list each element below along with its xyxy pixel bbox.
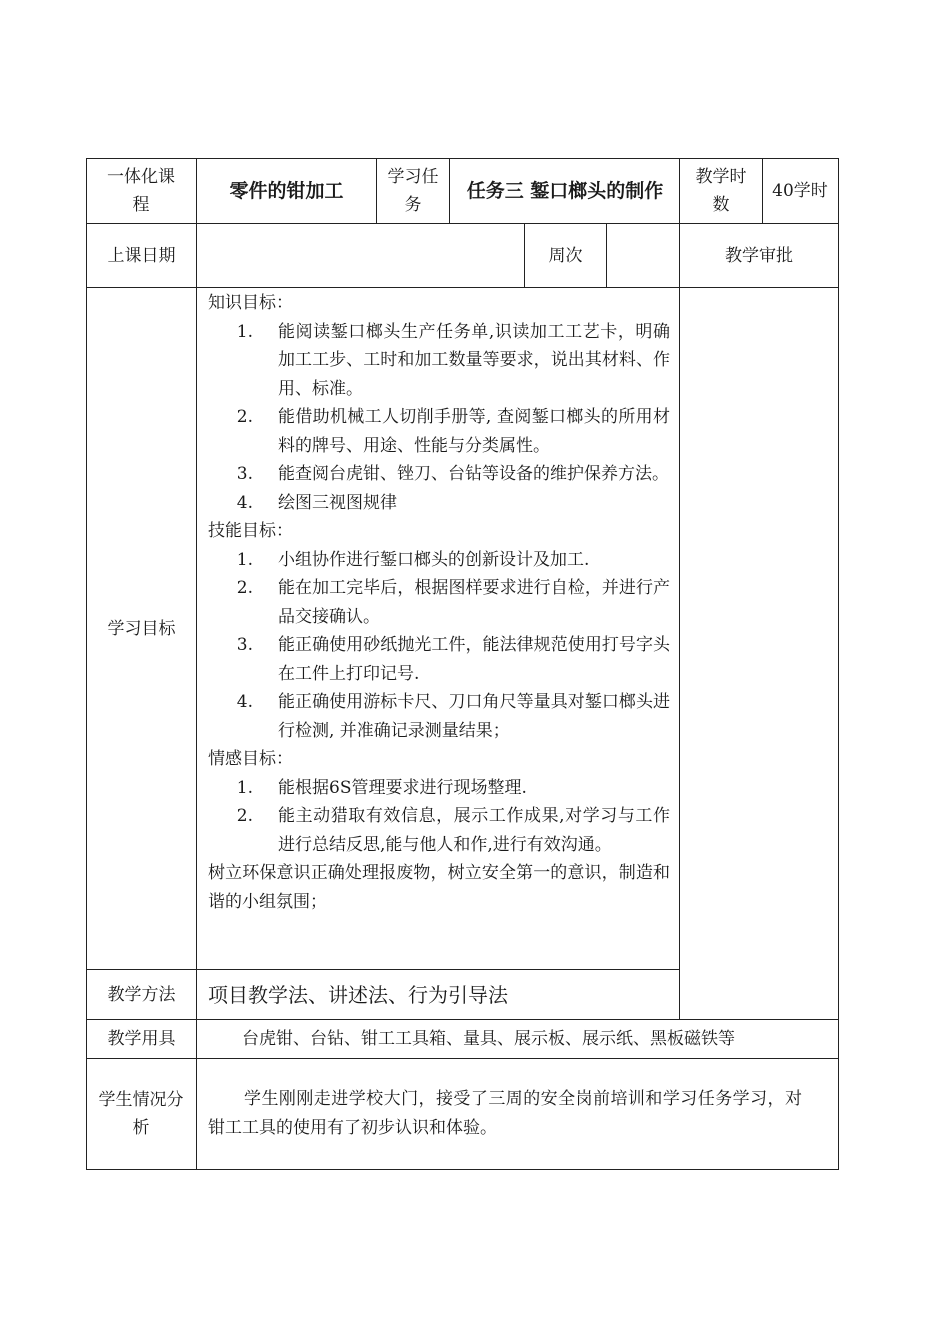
objectives-label: 学习目标: [107, 618, 176, 639]
knowledge-title: 知识目标：: [208, 293, 293, 313]
tools-value: 台虎钳、台钻、钳工工具箱、量具、展示板、展示纸、黑板磁铁等: [242, 1029, 735, 1049]
skill-title: 技能目标：: [208, 521, 293, 541]
emotion-title: 情感目标：: [208, 749, 293, 769]
course-name: 零件的钳加工: [229, 179, 344, 202]
week-label: 周次: [548, 245, 583, 266]
list-item: 2. 能在加工完毕后，根据图样要求进行自检，并进行产品交接确认。: [236, 578, 670, 627]
list-item: 1. 小组协作进行錾口榔头的创新设计及加工.: [236, 549, 590, 570]
course-label: 一体化课程: [107, 167, 175, 215]
list-item: 3. 能正确使用砂纸抛光工件，能法律规范使用打号字头在工件上打印记号.: [236, 635, 670, 684]
task-name: 任务三 錾口榔头的制作: [466, 179, 664, 202]
method-value: 项目教学法、讲述法、行为引导法: [208, 982, 508, 1007]
method-label: 教学方法: [107, 984, 176, 1005]
students-value: 学生刚刚走进学校大门，接受了三周的安全岗前培训和学习任务学习，对钳工工具的使用有了初步认识和体验。: [208, 1089, 802, 1138]
task-label: 学习任务: [387, 167, 439, 215]
list-item: 1. 能阅读錾口榔头生产任务单,识读加工工艺卡，明确加工工步、工时和加工数量等要求，说出其材料、作用、标准。: [236, 321, 670, 399]
students-label: 学生情况分析: [98, 1090, 184, 1138]
list-item: 4. 能正确使用游标卡尺、刀口角尺等量具对錾口榔头进行检测, 并准确记录测量结果；: [236, 692, 670, 741]
week-value: [607, 224, 679, 287]
list-item: 2. 能主动猎取有效信息，展示工作成果,对学习与工作进行总结反思,能与他人和作,进行有效沟通。: [236, 806, 670, 855]
approval-label: 教学审批: [725, 245, 793, 266]
objectives-content: [208, 289, 670, 916]
hours-value: 40学时: [772, 181, 828, 201]
list-item: 3. 能查阅台虎钳、锉刀、台钻等设备的维护保养方法。: [236, 464, 669, 484]
hours-label: 教学时数: [695, 167, 747, 215]
closing-text: 树立环保意识正确处理报废物，树立安全第一的意识，制造和谐的小组氛围；: [208, 863, 670, 912]
date-label: 上课日期: [107, 245, 176, 266]
tools-label: 教学用具: [107, 1029, 176, 1049]
list-item: 4. 绘图三视图规律: [236, 492, 397, 513]
list-item: 1. 能根据6S管理要求进行现场整理.: [236, 777, 527, 798]
list-item: 2. 能借助机械工人切削手册等, 查阅錾口榔头的所用材料的牌号、用途、性能与分类属性。: [236, 407, 670, 456]
date-value: [197, 224, 524, 287]
